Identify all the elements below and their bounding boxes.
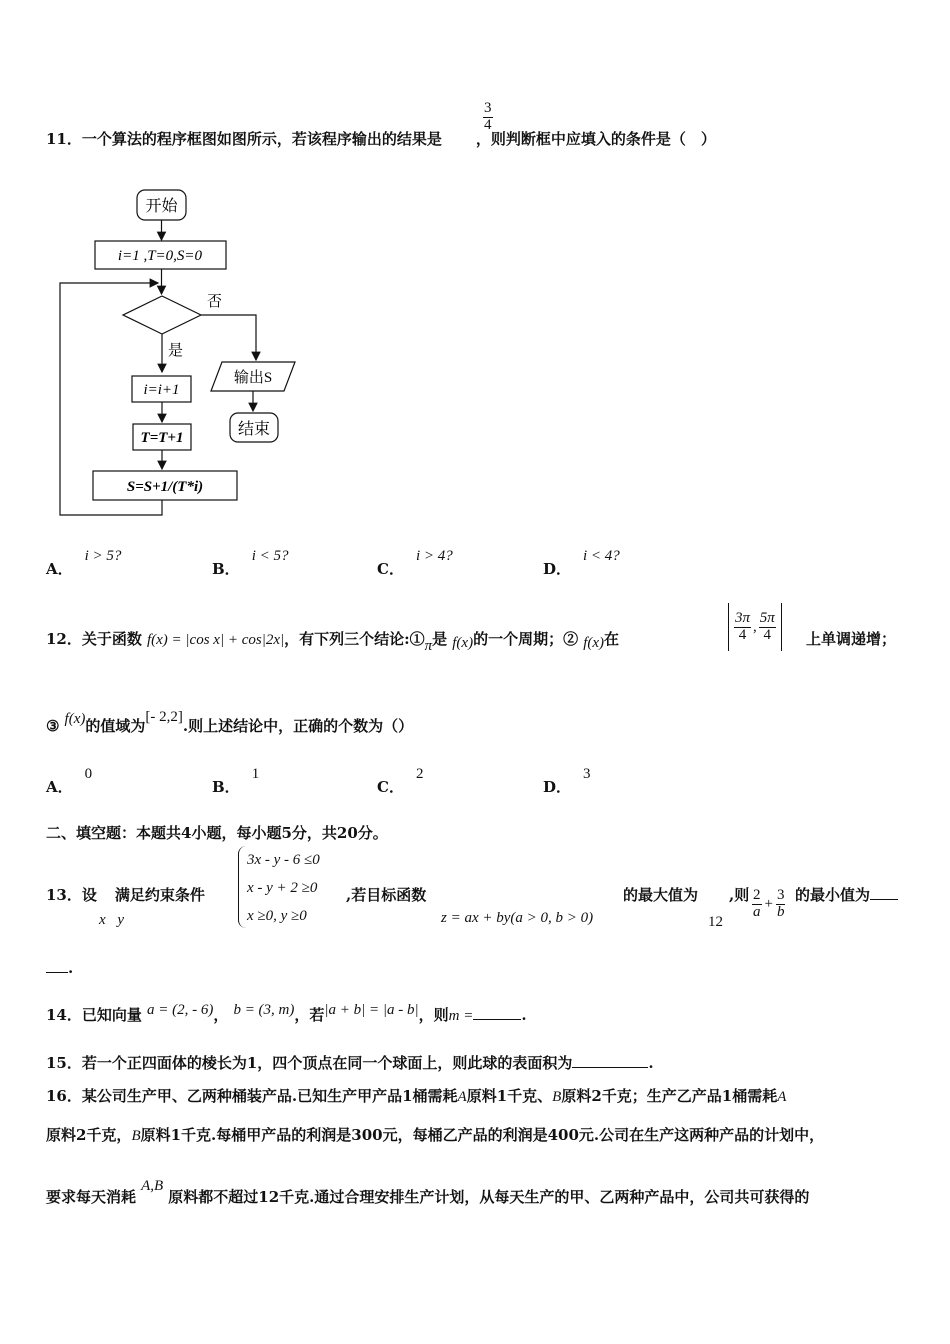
flow-start-label: 开始 <box>145 198 178 215</box>
q11-option-c: C．i > 4? <box>377 548 453 578</box>
q11-stem: 11．一个算法的程序框图如图所示，若该程序输出的结果是 ，则判断框中应填入的条件是（ ） <box>46 130 716 148</box>
q11-result-fraction: $\frac{3}{4}$ <box>484 100 492 133</box>
flow-yes-label: 是 <box>168 343 184 359</box>
q11-option-d: D．i < 4? <box>543 548 620 578</box>
flow-end-label: 结束 <box>237 421 271 438</box>
q11-option-a: A．i > 5? <box>46 548 122 578</box>
q11-flowchart <box>0 0 320 530</box>
q13-stem-c: 的最大值为 <box>623 886 699 904</box>
q13-constraints: 3x - y - 6 ≤0 x - y + 2 ≥0 x ≥0, y ≥0 <box>238 846 320 928</box>
q15: 15．若一个正四面体的棱长为1，四个顶点在同一个球面上，则此球的表面积为 . <box>46 1054 654 1072</box>
q12-line1: 12．关于函数 f(x) = |cos x| + cos|2x|，有下列三个结论:①π是 f(x)的一个周期；② f(x)在 <box>46 630 620 654</box>
q14: 14．已知向量 a = (2, - 6)， b = (3, m)，若|a + b| = |a - b|，则m = . <box>46 1002 527 1024</box>
q13-expression: $\frac{2}{a}$ + $\frac{3}{b}$ <box>753 887 785 920</box>
q12-interval: $\frac{3\pi}{4}$ , $\frac{5\pi}{4}$ <box>728 603 782 651</box>
q16-line1: 16．某公司生产甲、乙两种桶装产品.已知生产甲产品1桶需耗A原料1千克、B原料2千克；生产乙产品1桶需耗A <box>46 1087 787 1105</box>
q13-stem-b: ,若目标函数 <box>346 886 427 904</box>
q13-stem-d: ,则 <box>729 886 750 904</box>
flow-init-label: i=1 ,T=0,S=0 <box>117 248 203 264</box>
q13-answer-blank[interactable] <box>870 885 898 900</box>
q13-max: 12 <box>708 914 723 930</box>
q11-option-b: B．i < 5? <box>212 548 289 578</box>
q12-option-d: D．3 <box>543 766 591 796</box>
q12-option-a: A．0 <box>46 766 93 796</box>
section-heading: 二、填空题：本题共4小题，每小题5分，共20分。 <box>46 824 388 842</box>
q13-objective: z = ax + by(a > 0, b > 0) <box>441 910 594 926</box>
q16-line2: 原料2千克，B原料1千克.每桶甲产品的利润是300元，每桶乙产品的利润是400元.公司在生产这两种产品的计划中， <box>46 1126 825 1144</box>
q13-stem-e: 的最小值为 <box>795 884 898 905</box>
q14-answer-blank[interactable] <box>473 1005 521 1020</box>
q12-option-c: C．2 <box>377 766 424 796</box>
q12-line2: ③ f(x)的值域为[- 2,2].则上述结论中，正确的个数为（） <box>46 709 414 735</box>
flow-step1-label: i=i+1 <box>143 382 180 398</box>
q15-answer-blank[interactable] <box>572 1053 648 1068</box>
flow-step3-label: S=S+1/(T*i) <box>126 479 204 495</box>
q13-vars: x y <box>99 912 125 928</box>
q12-option-b: B．1 <box>212 766 260 796</box>
flow-step2-label: T=T+1 <box>140 430 184 446</box>
flow-decision-diamond <box>123 296 201 334</box>
q16-line3: 要求每天消耗 A,B 原料都不超过12千克.通过合理安排生产计划，从每天生产的甲、乙两种产品中，公司共可获得的 <box>46 1178 810 1206</box>
flow-output-label: 输出S <box>233 370 273 386</box>
q13-lead: 13．设 满足约束条件 <box>46 886 205 904</box>
q12-line1-end: 上单调递增； <box>806 630 897 648</box>
q13-blank-cont: . <box>46 958 73 977</box>
flow-no-label: 否 <box>207 294 223 310</box>
